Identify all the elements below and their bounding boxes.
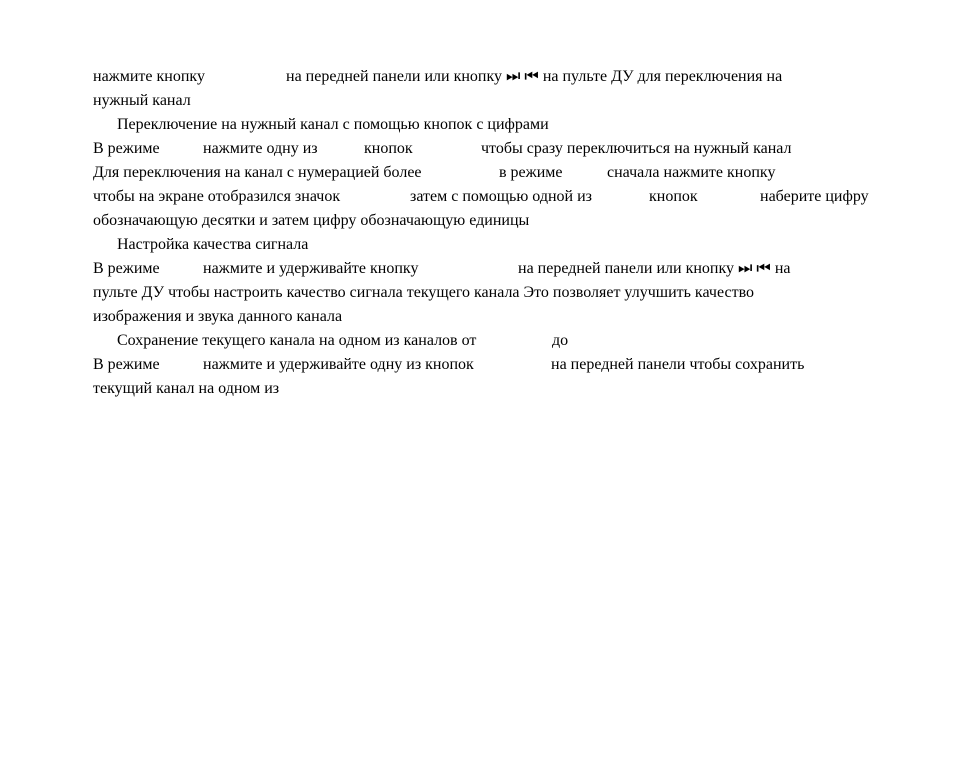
text-line: изображения и звука данного канала [93,308,343,325]
text-segment: кнопок [364,140,413,157]
text-segment: на передней панели или кнопку ⏭ ⏮ на [518,260,791,277]
text-segment: в режиме [499,164,563,181]
text-segment: Для переключения на канал с нумерацией более [93,164,422,181]
text-segment: на передней панели или кнопку ⏭ ⏮ на пульте ДУ для переключения на [286,68,783,85]
text-line: текущий канал на одном из [93,380,280,397]
text-segment: сначала нажмите кнопку [607,164,776,181]
text-segment: В режиме [93,140,160,157]
text-line: обозначающую десятки и затем цифру обозначающую единицы [93,212,530,229]
text-segment: на передней панели чтобы сохранить [551,356,805,373]
text-segment: нажмите одну из [203,140,318,157]
text-line: пульте ДУ чтобы настроить качество сигнала текущего канала Это позволяет улучшить качество [93,284,755,301]
text-segment: В режиме [93,260,160,277]
section-heading: Переключение на нужный канал с помощью кнопок с цифрами [117,116,549,133]
section-heading: Настройка качества сигнала [117,236,309,253]
text-segment: чтобы на экране отобразился значок [93,188,341,205]
text-segment: наберите цифру [760,188,869,205]
text-segment: затем с помощью одной из [410,188,592,205]
text-segment: нажмите кнопку [93,68,205,85]
text-segment: нажмите и удерживайте одну из кнопок [203,356,474,373]
text-segment: кнопок [649,188,698,205]
text-segment: нажмите и удерживайте кнопку [203,260,419,277]
text-segment: В режиме [93,356,160,373]
text-line: нужный канал [93,92,191,109]
text-segment: чтобы сразу переключиться на нужный канал [481,140,792,157]
text-segment: до [552,332,569,349]
text-segment: Сохранение текущего канала на одном из каналов от [117,332,477,349]
